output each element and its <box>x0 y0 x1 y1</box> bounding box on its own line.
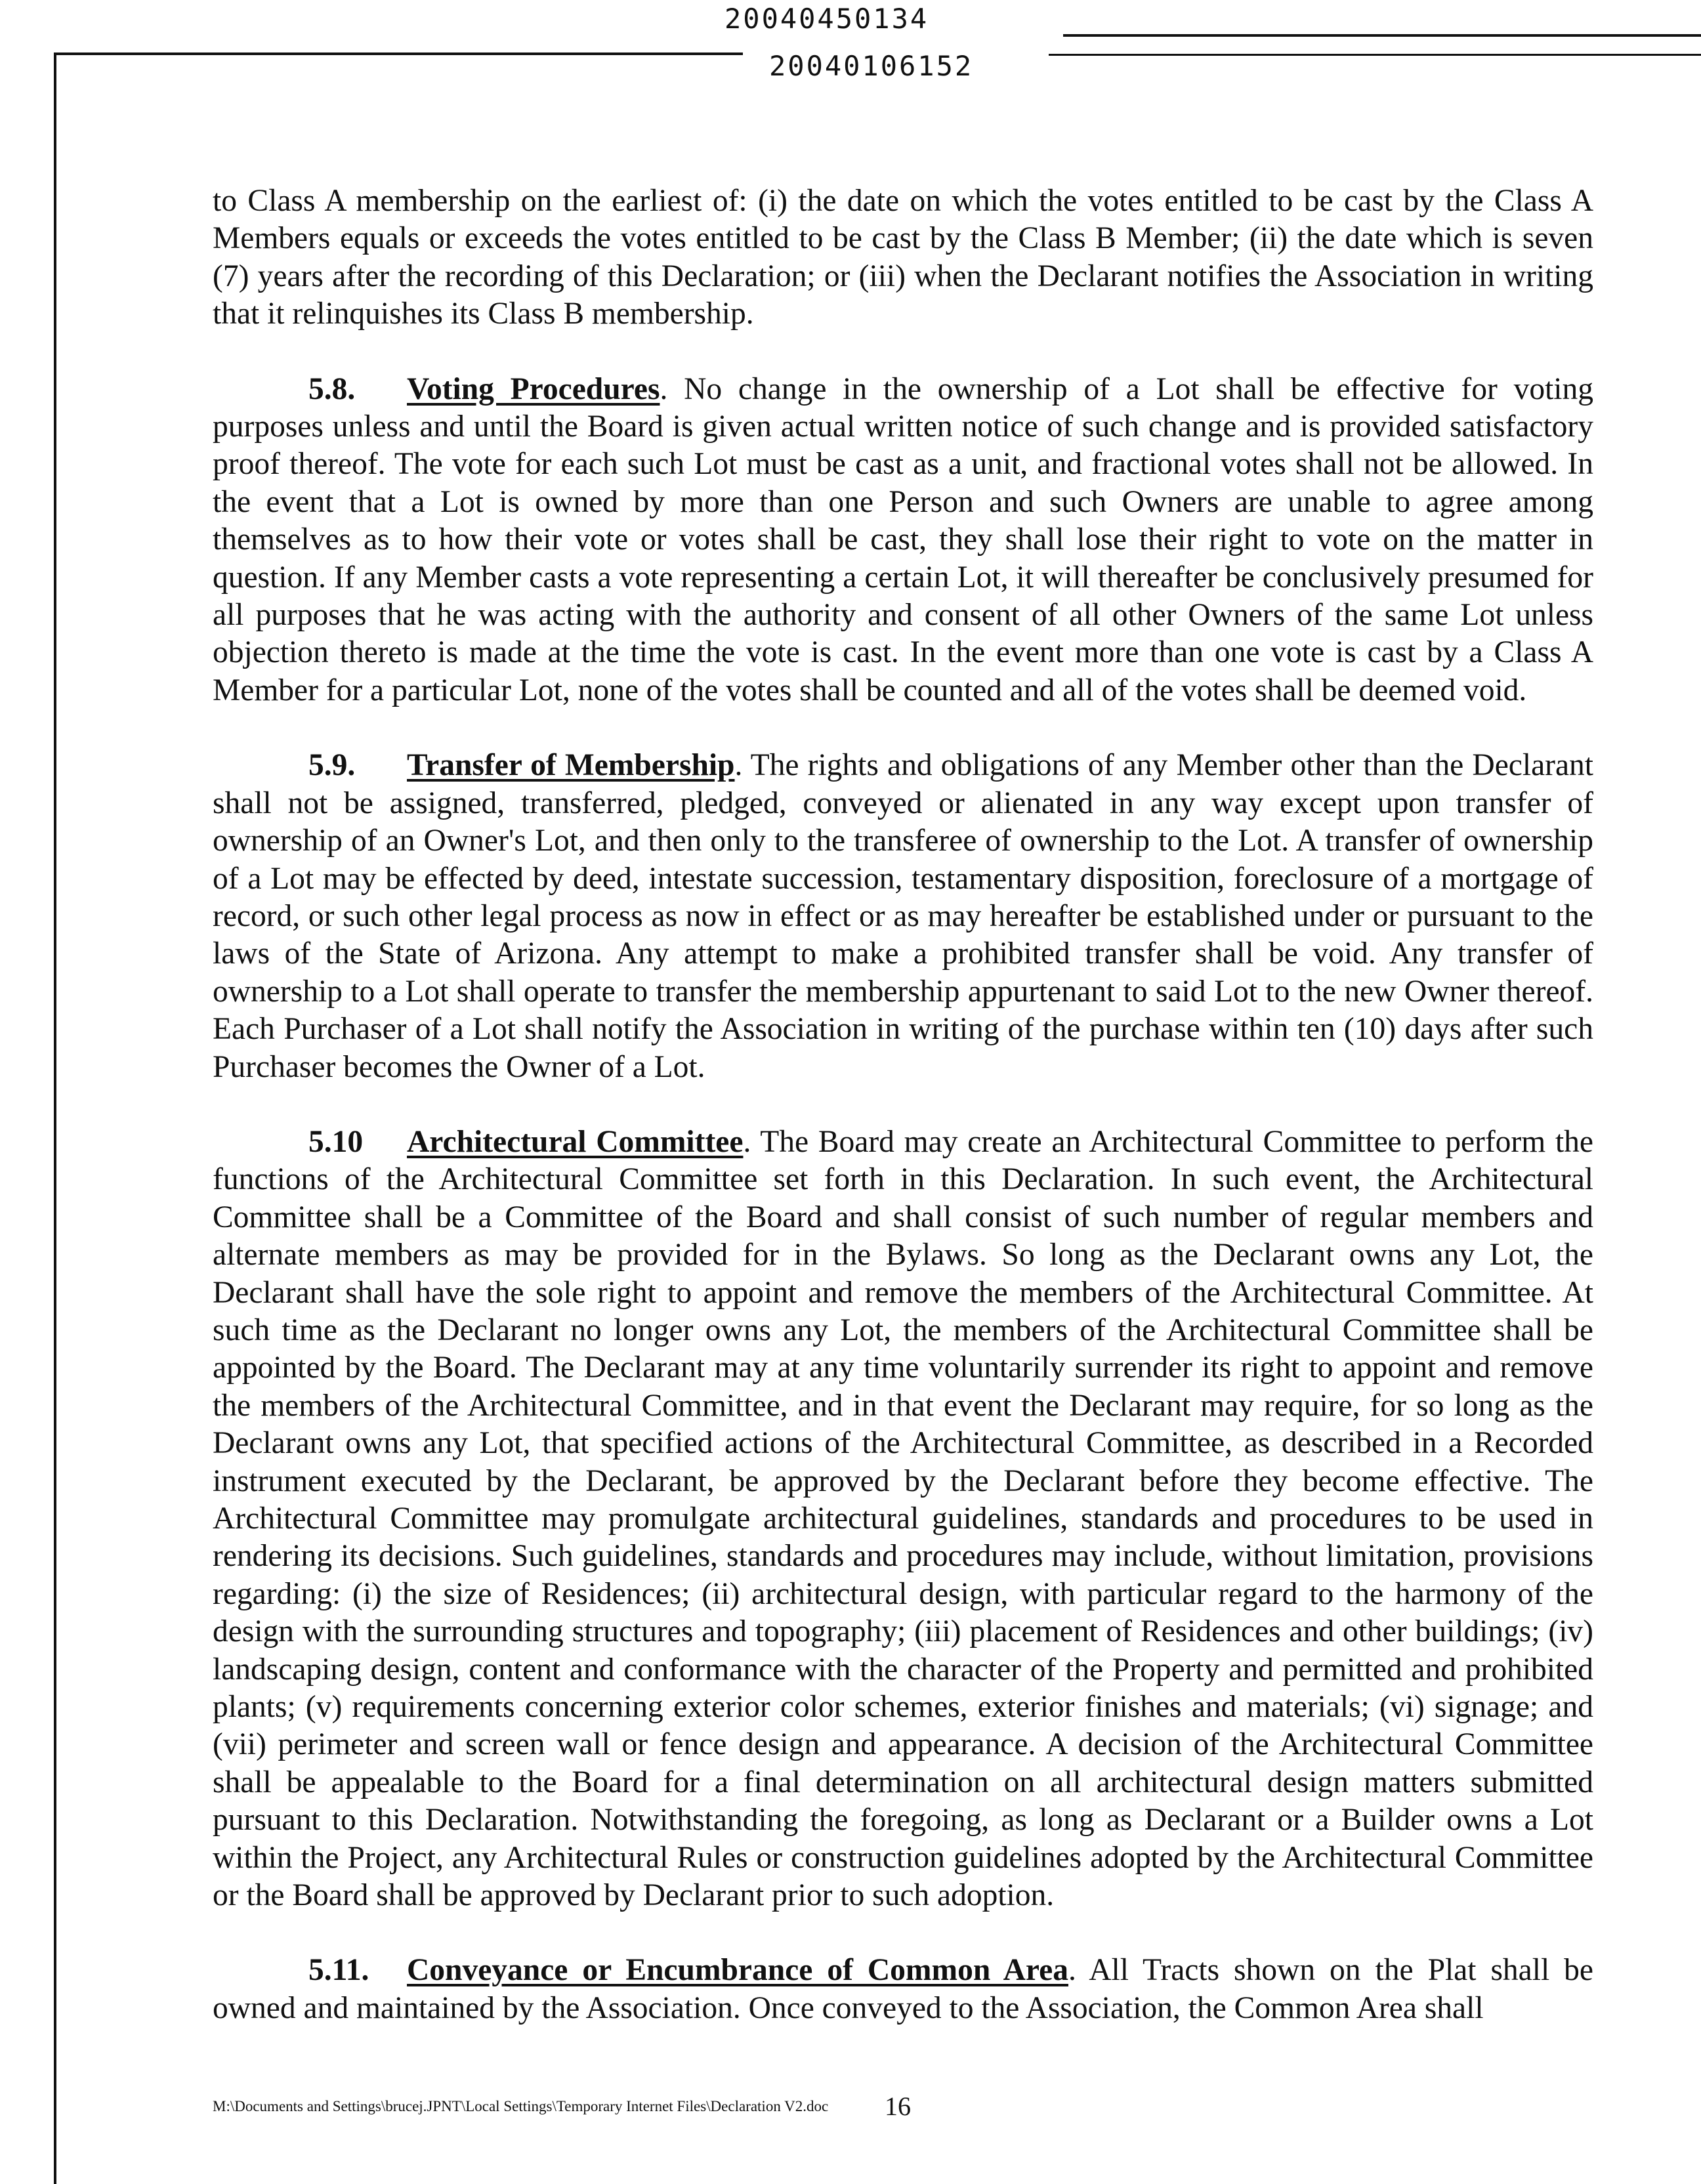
recording-number-top: 20040450134 <box>724 3 929 35</box>
section-title: Conveyance or Encumbrance of Common Area <box>407 1953 1068 1988</box>
section-body: . No change in the ownership of a Lot shall be effective for voting purposes unless and until the Board is given actual written notice of such change and is provided satisfactory proof thereof. The vote for each such Lot must be cast as a unit, and fractional votes shall not be allowed. In the event that a Lot is owned by more than one Person and such Owners are unable to agree among themselves as to how their vote or votes shall be cast, they shall lose their right to vote on the matter in question. If any Member casts a vote representing a certain Lot, it will thereafter be conclusively presumed for all purposes that he was acting with the authority and consent of all other Owners of the same Lot unless objection thereto is made at the time the vote is cast. In the event more than one vote is cast by a Class A Member for a particular Lot, none of the votes shall be counted and all of the votes shall be deemed void. <box>213 371 1593 707</box>
section-5-11 <box>213 1952 1593 2027</box>
section-5-10 <box>213 1124 1593 1915</box>
section-number: 5.8. <box>308 371 356 406</box>
section-5-9 <box>213 747 1593 1086</box>
section-number: 5.11. <box>308 1953 369 1988</box>
section-number: 5.10 <box>308 1124 364 1159</box>
rule-right-lower <box>1049 54 1701 56</box>
section-body: . The Board may create an Architectural Committee to perform the functions of the Architectural Committee set forth in this Declaration. In such event, the Architectural Committee shall be a Committee of the Board and shall consist of such number of regular members and alternate members as may be provided for in the Bylaws. So long as the Declarant owns any Lot, the Declarant shall have the sole right to appoint and remove the members of the Architectural Committee. At such time as the Declarant no longer owns any Lot, the members of the Architectural Committee shall be appointed by the Board. The Declarant may at any time voluntarily surrender its right to appoint and remove the members of the Architectural Committee, and in that event the Declarant may require, for so long as the Declarant owns any Lot, that specified actions of the Architectural Committee, as described in a Recorded instrument executed by the Declarant, be approved by the Declarant before they become effective. The Architectural Committee may promulgate architectural guidelines, standards and procedures to be used in rendering its decisions. Such guidelines, standards and procedures may include, without limitation, provisions regarding: (i) the size of Residences; (ii) architectural design, with particular regard to the harmony of the design with the surrounding structures and topography; (iii) placement of Residences and other buildings; (iv) landscaping design, content and conformance with the character of the Property and permitted and prohibited plants; (v) requirements concerning exterior color schemes, exterior finishes and materials; (vi) signage; and (vii) perimeter and screen wall or fence design and appearance. A decision of the Architectural Committee shall be appealable to the Board for a final determination on all architectural design matters submitted pursuant to this Declaration. Notwithstanding the foregoing, as long as Declarant or a Builder owns a Lot within the Project, any Architectural Rules or construction guidelines adopted by the Architectural Committee or the Board shall be approved by Declarant prior to such adoption. <box>213 1124 1593 1913</box>
section-title: Voting Procedures <box>407 371 660 406</box>
top-rule-left <box>54 52 743 55</box>
section-body: . The rights and obligations of any Member other than the Declarant shall not be assigned, transferred, pledged, conveyed or alienated in any way except upon transfer of ownership of an Owner's Lot, and then only to the transferee of ownership to the Lot. A transfer of ownership of a Lot may be effected by deed, intestate succession, testamentary disposition, foreclosure of a mortgage of record, or such other legal process as now in effect or as may hereafter be established under or pursuant to the laws of the State of Arizona. Any attempt to make a prohibited transfer shall be void. Any transfer of ownership to a Lot shall operate to transfer the membership appurtenant to said Lot to the new Owner thereof. Each Purchaser of a Lot shall notify the Association in writing of the purchase within ten (10) days after such Purchaser becomes the Owner of a Lot. <box>213 748 1593 1084</box>
section-5-8 <box>213 371 1593 710</box>
section-body: . All Tracts shown on the Plat shall be owned and maintained by the Association. Once conveyed to the Association, the Common Area shall <box>213 1953 1593 2025</box>
intro-paragraph: to Class A membership on the earliest of: (i) the date on which the votes entitled to be cast by the Class A Members equals or exceeds the votes entitled to be cast by the Class B Member; (ii) the date which is seven (7) years after the recording of this Declaration; or (iii) when the Declarant notifies the Association in writing that it relinquishes its Class B membership. <box>213 184 1593 331</box>
section-title: Architectural Committee <box>407 1124 744 1159</box>
left-border-rule <box>54 54 56 2184</box>
top-rule-right <box>1063 34 1701 37</box>
section-number: 5.9. <box>308 748 356 783</box>
document-body <box>213 182 1593 2065</box>
recording-number-second: 20040106152 <box>769 50 974 82</box>
section-title: Transfer of Membership <box>407 748 735 783</box>
footer-file-path: M:\Documents and Settings\brucej.JPNT\Local Settings\Temporary Internet Files\Declaration V2.doc <box>213 2098 829 2114</box>
page-number: 16 <box>885 2091 911 2121</box>
